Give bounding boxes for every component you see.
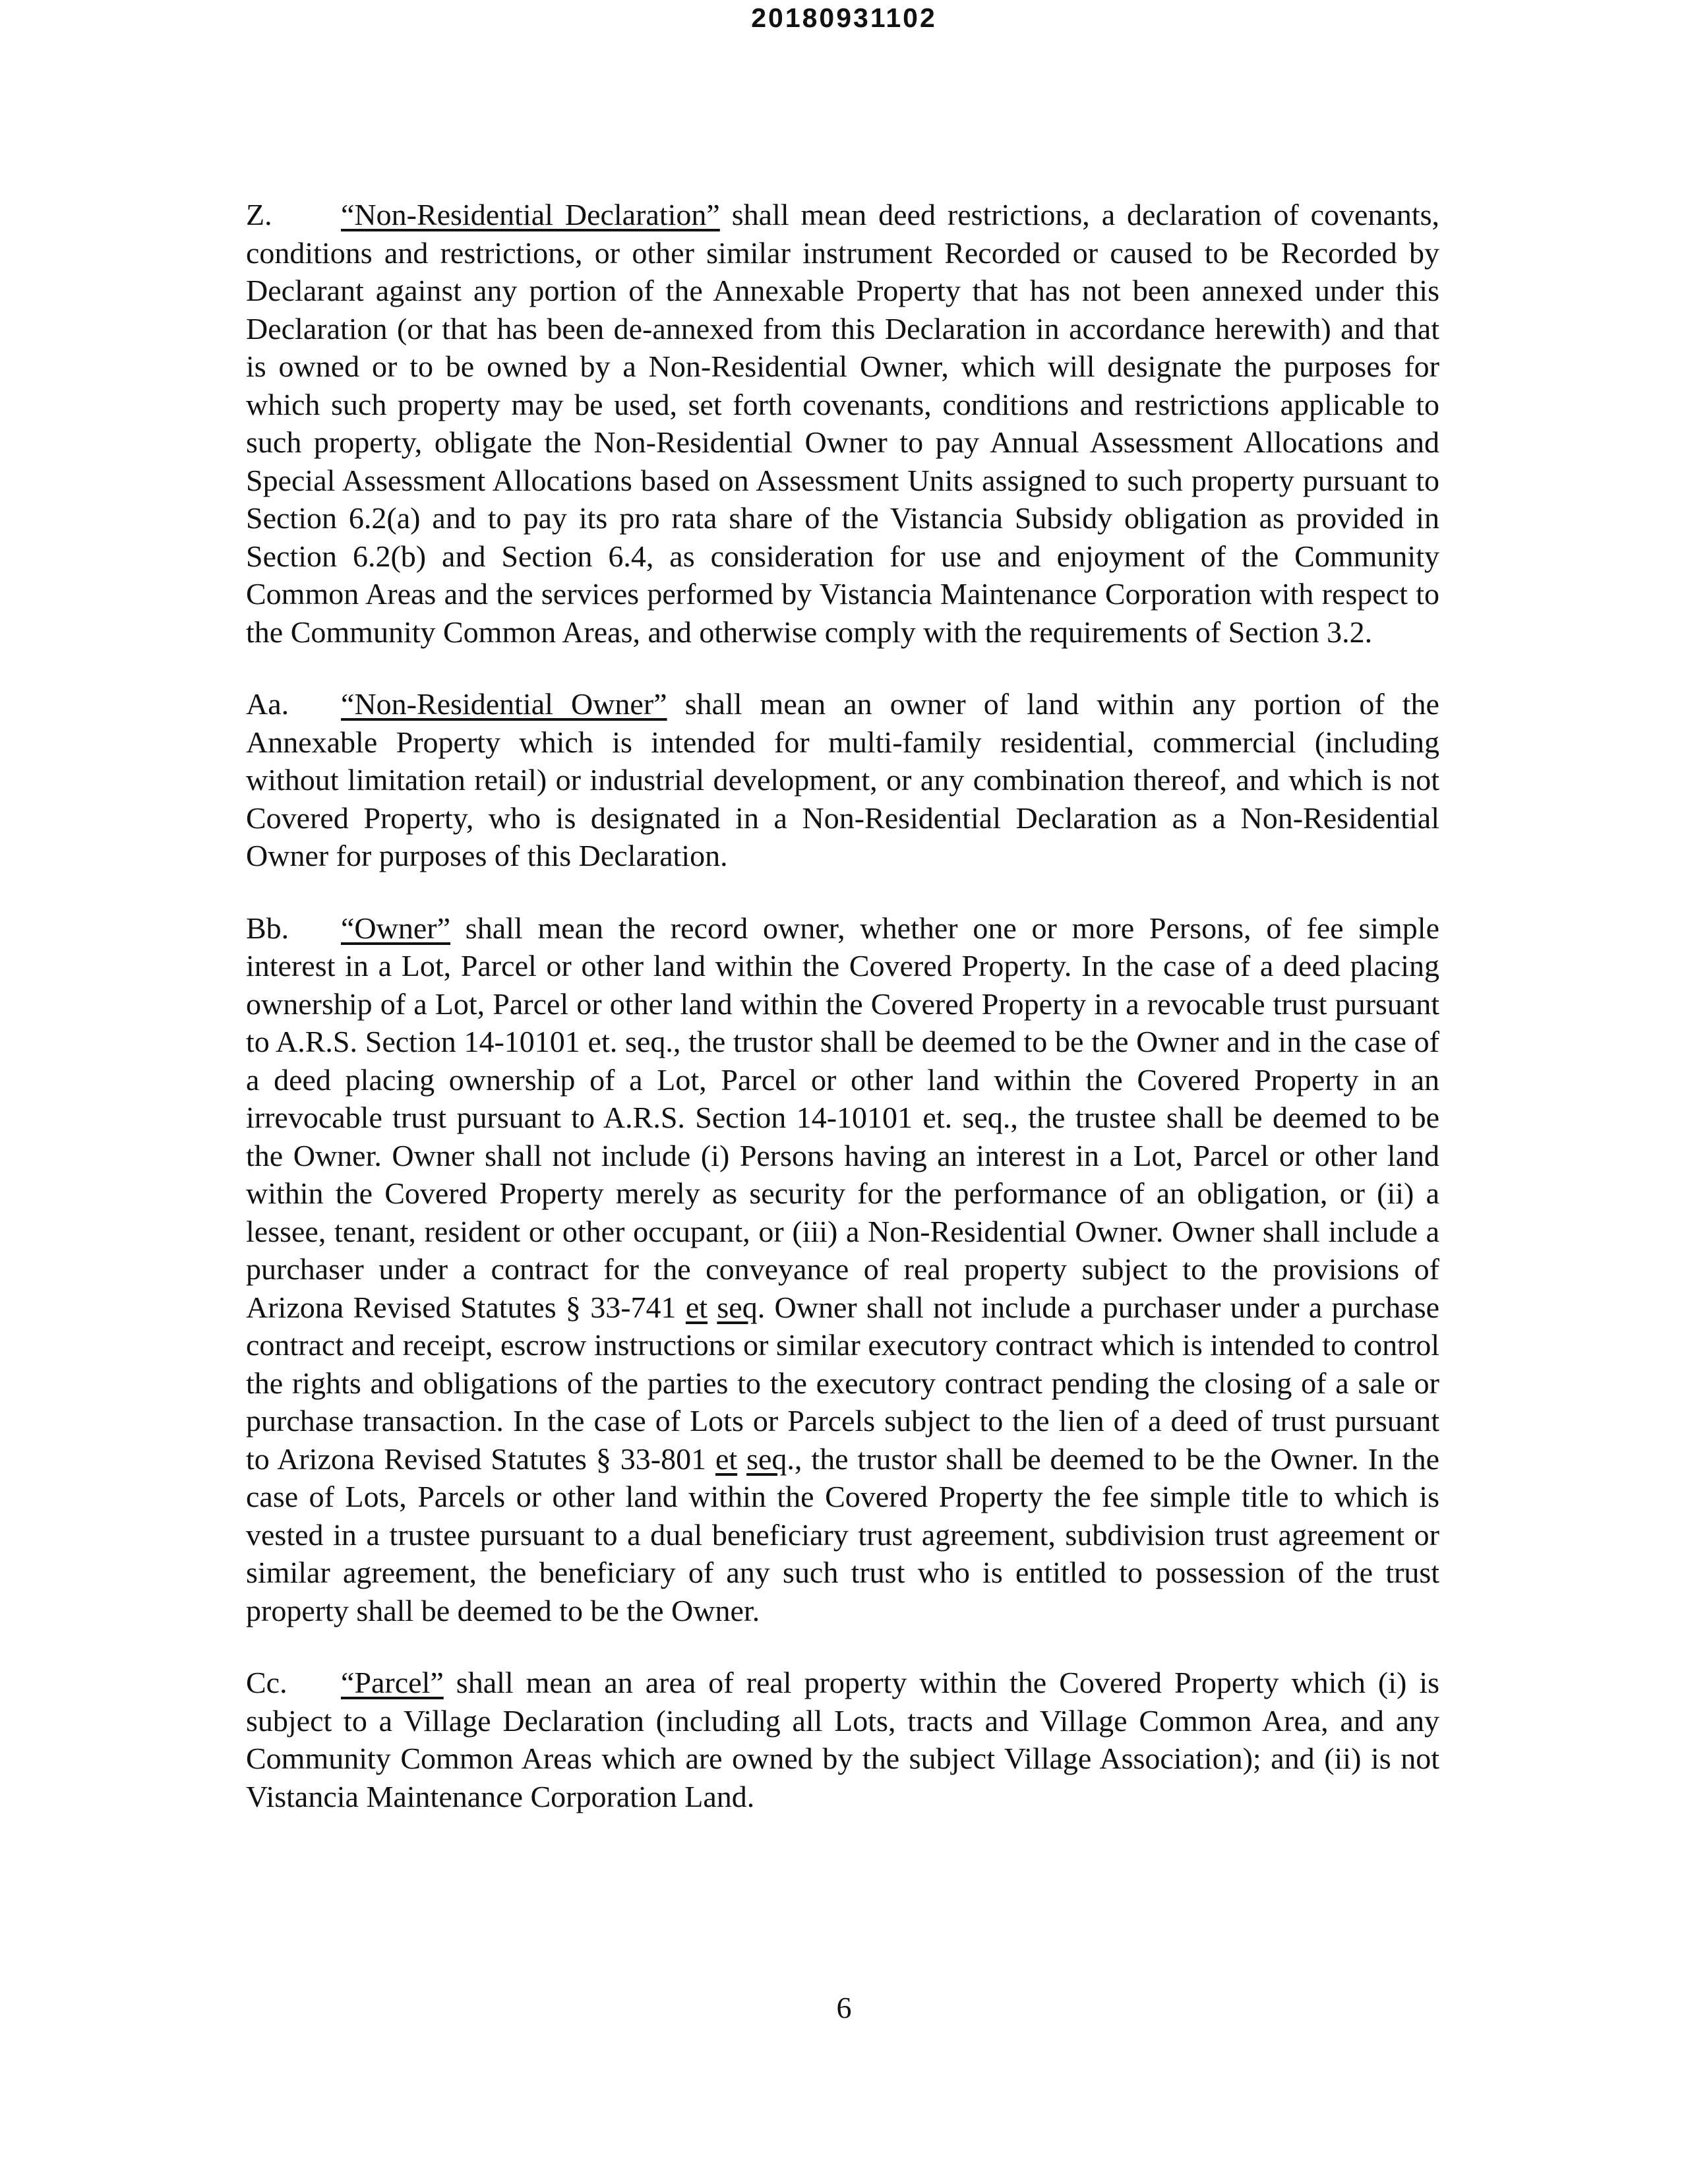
definition-text: shall mean the record owner, whether one or more Persons, of fee simple interest in a Lot, Parcel or other land within the Covered Property. In the case of a deed placing ownership of a Lot, Parcel or other land within the Covered Property in a revocable trust pursuant to A.R.S. Section 14-10101 et. seq., the trustor shall be deemed to be the Owner and in the case of a deed placing ownership of a Lot, Parcel or other land within the Covered Property in an irrevocable trust pursuant to A.R.S. Section 14-10101 et. seq., the trustee shall be deemed to be the Owner. Owner shall not include (i) Persons having an interest in a Lot, Parcel or other land within the Covered Property merely as security for the performance of an obligation, or (ii) a lessee, tenant, resident or other occupant, or (iii) a Non-Residential Owner. Owner shall include a purchaser under a contract for the conveyance of real property subject to the provisions of Arizona Revised Statutes § 33-741 xyxy=(246,911,1439,1324)
defined-term: “Non-Residential Owner” xyxy=(341,687,667,721)
section-label: Aa. xyxy=(246,687,289,721)
definition-text: . Owner shall not include a purchaser under a purchase contract and receipt, escrow instructions or similar executory contract which is intended to control the rights and obligations of the parties to the executory contract pending the closing of a sale or purchase transaction. In the case of Lots or Parcels subject to the lien of a deed of trust pursuant to Arizona Revised Statutes § 33-801 xyxy=(246,1290,1440,1476)
definition-text: shall mean deed restrictions, a declaration of covenants, conditions and restrictions, or other similar instrument Recorded or caused to be Recorded by Declarant against any portion of the Annexable Property that has not been annexed under this Declaration (or that has been de-annexed from this Declaration in accordance herewith) and that is owned or to be owned by a Non-Residential Owner, which will designate the purposes for which such property may be used, set forth covenants, conditions and restrictions applicable to such property, obligate the Non-Residential Owner to pay Annual Assessment Allocations and Special Assessment Allocations based on Assessment Units assigned to such property pursuant to Section 6.2(a) and to pay its pro rata share of the Vistancia Subsidy obligation as provided in Section 6.2(b) and Section 6.4, as consideration for use and enjoyment of the Community Common Areas and the services performed by Vistancia Maintenance Corporation with respect to the Community Common Areas, and otherwise comply with the requirements of Section 3.2. xyxy=(246,198,1440,649)
defined-term: “Non-Residential Declaration” xyxy=(341,198,720,231)
et-underlined: et xyxy=(715,1441,738,1476)
page-number: 6 xyxy=(836,1991,852,2024)
definition-z xyxy=(246,196,1439,651)
document-body xyxy=(246,196,1439,1850)
definition-text: ., the trustor shall be deemed to be the Owner. In the case of Lots, Parcels or other land within the Covered Property the fee simple title to which is vested in a trustee pursuant to a dual beneficiary trust agreement, subdivision trust agreement or similar agreement, the beneficiary of any such trust who is entitled to possession of the trust property shall be deemed to be the Owner. xyxy=(246,1441,1440,1627)
seq-underlined: seq xyxy=(746,1441,787,1476)
defined-term: “Parcel” xyxy=(341,1666,444,1699)
seq-underlined: seq xyxy=(717,1290,758,1324)
defined-term: “Owner” xyxy=(341,911,451,945)
space xyxy=(708,1290,717,1324)
section-label: Cc. xyxy=(246,1666,287,1699)
definition-bb xyxy=(246,909,1439,1630)
document-number: 20180931102 xyxy=(751,3,937,33)
section-label: Bb. xyxy=(246,911,289,945)
definition-cc xyxy=(246,1664,1439,1815)
et-underlined: et xyxy=(685,1290,708,1324)
definition-text: shall mean an owner of land within any portion of the Annexable Property which is intended for multi-family residential, commercial (including without limitation retail) or industrial development, or any combination thereof, and which is not Covered Property, who is designated in a Non-Residential Declaration as a Non-Residential Owner for purposes of this Declaration. xyxy=(246,687,1439,872)
space xyxy=(737,1442,746,1476)
section-label: Z. xyxy=(246,198,272,231)
definition-aa xyxy=(246,685,1439,875)
definition-text: shall mean an area of real property within the Covered Property which (i) is subject to a Village Declaration (including all Lots, tracts and Village Common Area, and any Community Common Areas which are owned by the subject Village Association); and (ii) is not Vistancia Maintenance Corporation Land. xyxy=(246,1666,1439,1813)
